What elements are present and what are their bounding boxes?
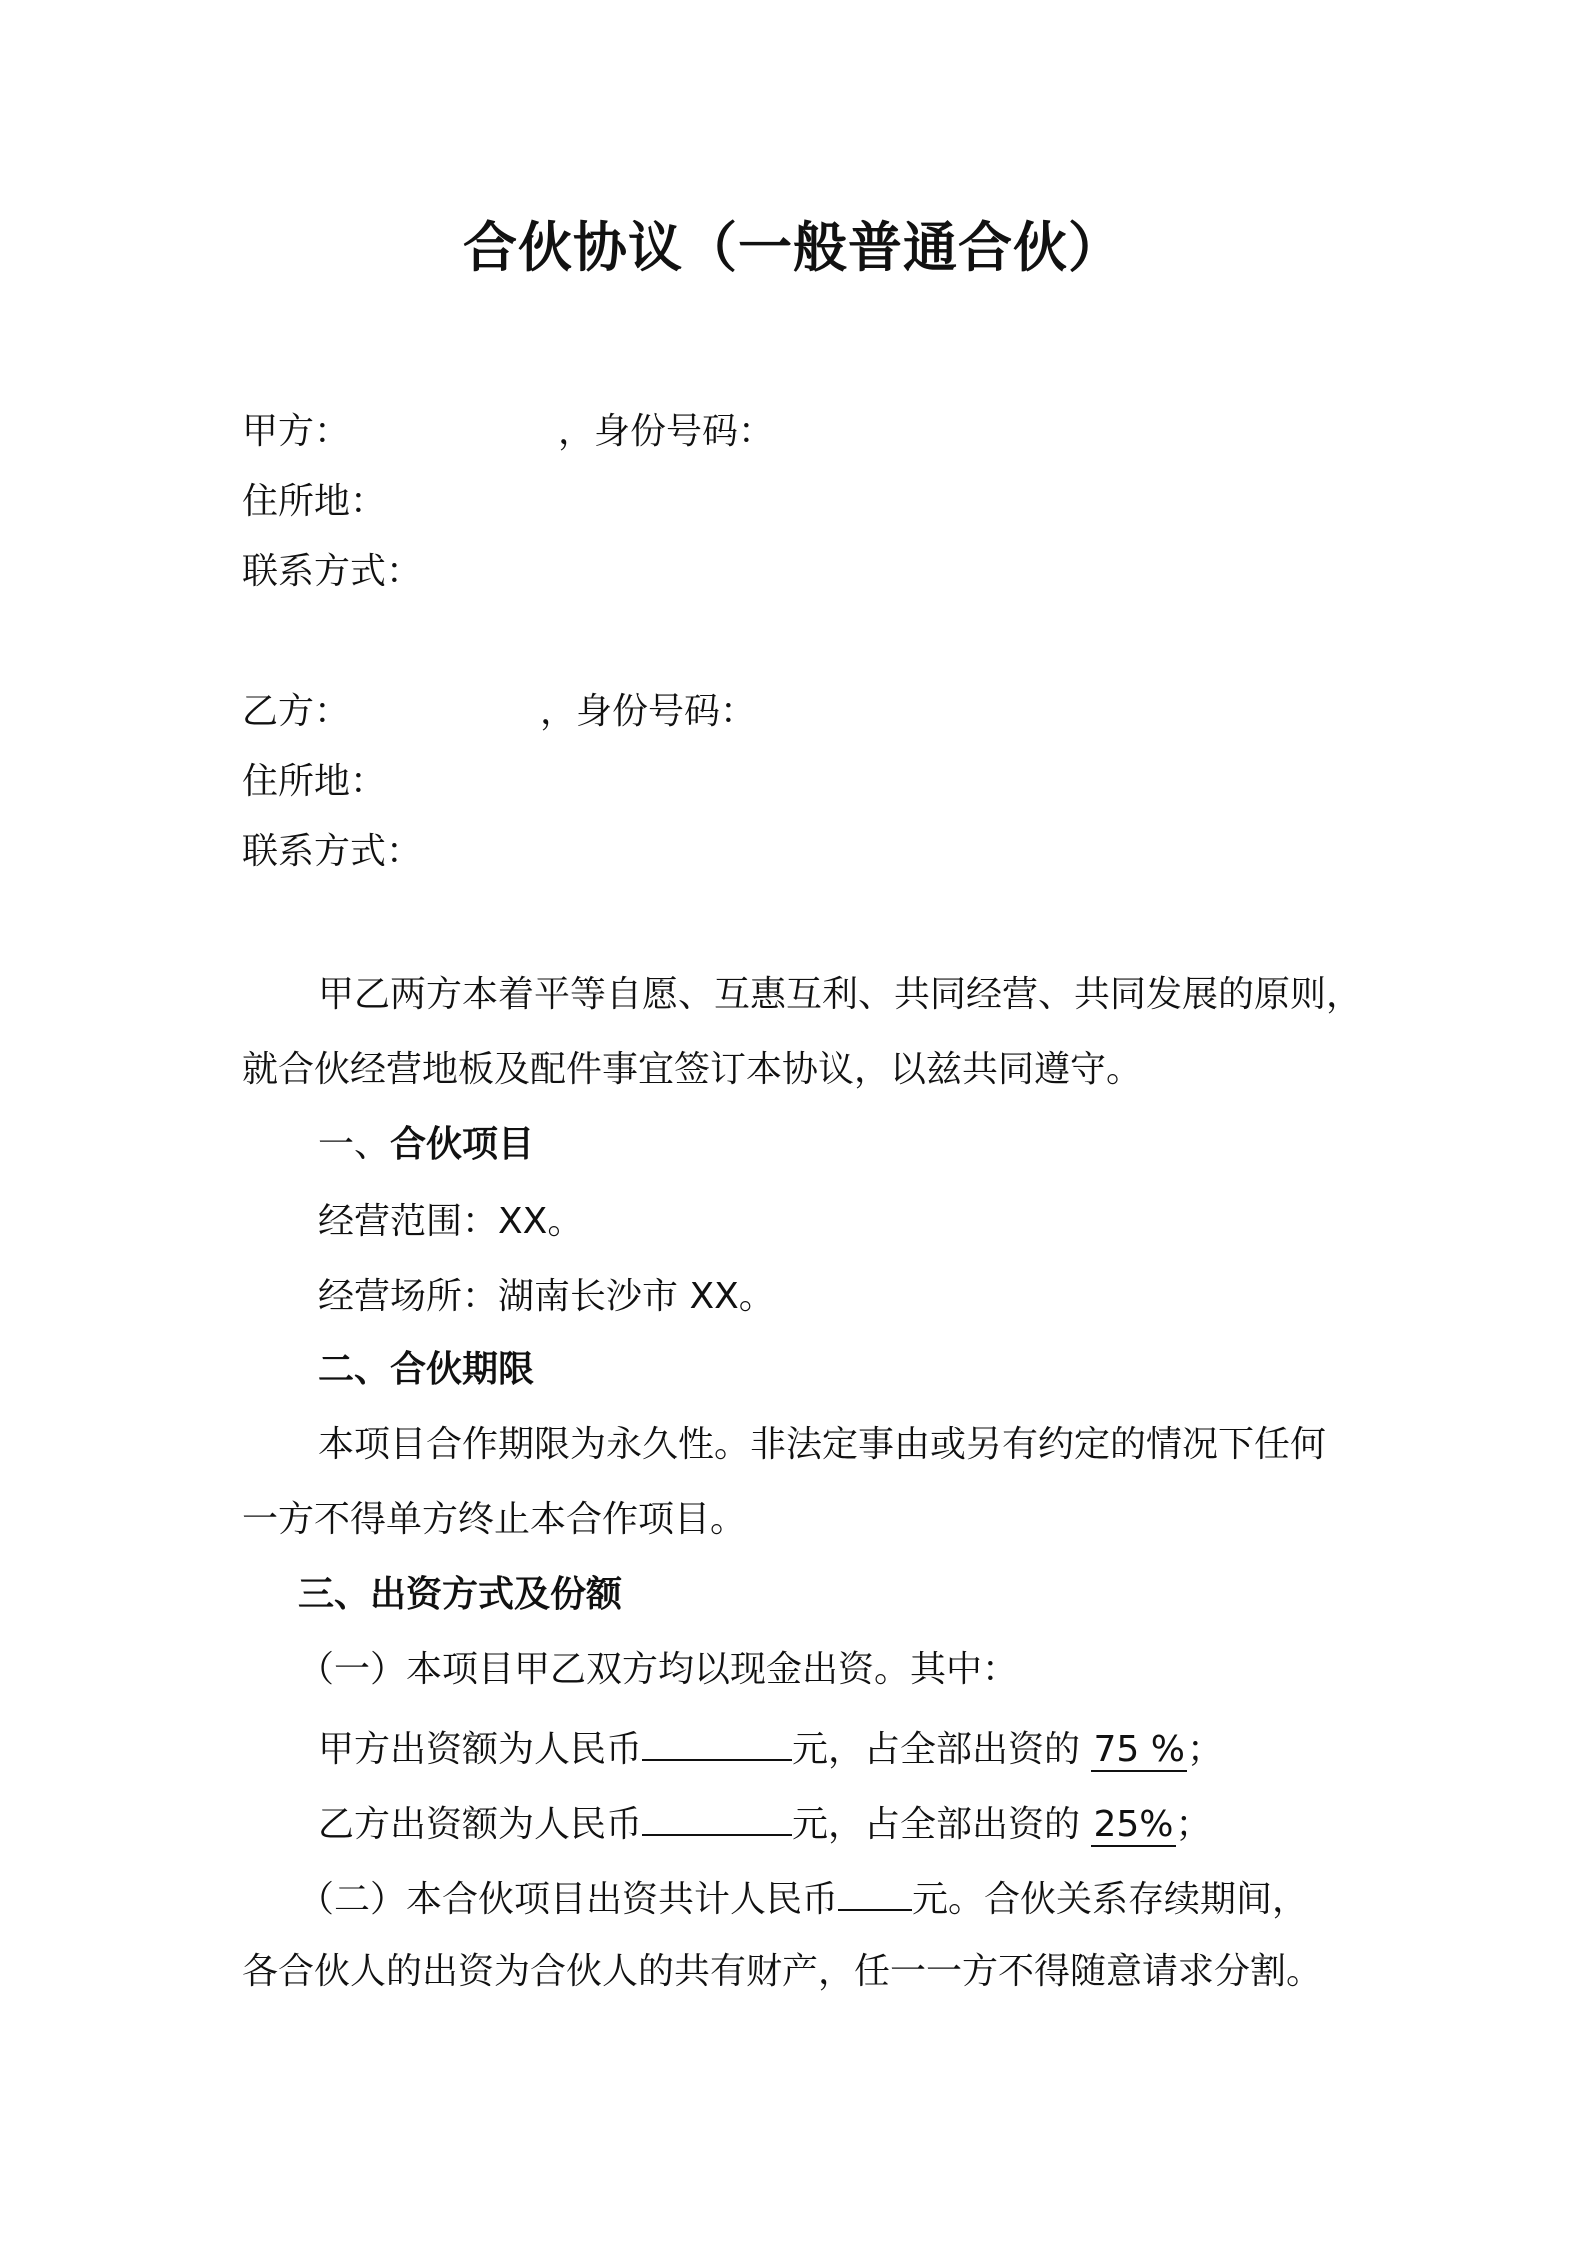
section-3-item-2-line-2: 各合伙人的出资为合伙人的共有财产，任一一方不得随意请求分割。: [242, 1951, 1323, 1992]
preamble-line-1: 甲乙两方本着平等自愿、互惠互利、共同经营、共同发展的原则，: [318, 974, 1363, 1015]
document-title: 合伙协议（一般普通合伙）: [463, 216, 1123, 279]
party-a-amount-blank: [642, 1725, 792, 1761]
party-a-contact-label: 联系方式：: [242, 551, 423, 592]
preamble-line-2: 就合伙经营地板及配件事宜签订本协议，以兹共同遵守。: [242, 1049, 1143, 1090]
party-b-contact-label: 联系方式：: [242, 831, 423, 872]
party-b-address-label: 住所地：: [242, 761, 387, 802]
party-a-address-label: 住所地：: [242, 481, 387, 522]
section-2-line-2: 一方不得单方终止本合作项目。: [242, 1499, 747, 1540]
party-a-contribution-mid: 元，占全部出资的: [792, 1729, 1081, 1770]
party-b-line: [242, 690, 756, 734]
total-contribution-prefix: （二）本合伙项目出资共计人民币: [298, 1879, 839, 1920]
party-b-contribution: [318, 1800, 1212, 1847]
section-1-heading: [318, 1123, 534, 1167]
party-b-contribution-end: ；: [1175, 1804, 1212, 1845]
party-b-contribution-mid: 元，占全部出资的: [792, 1804, 1081, 1845]
party-a-contribution-end: ；: [1186, 1729, 1223, 1770]
party-b-percentage: 25%: [1093, 1804, 1174, 1845]
section-3-item-1: （一）本项目甲乙双方均以现金出资。其中：: [298, 1649, 1019, 1690]
party-b-id-label: ，身份号码：: [540, 691, 757, 732]
party-b-contribution-prefix: 乙方出资额为人民币: [318, 1804, 643, 1845]
section-1-heading-text: 合伙项目: [390, 1124, 535, 1165]
section-1-heading-prefix: 一、: [318, 1124, 391, 1165]
business-scope: 经营范围：XX。: [318, 1201, 584, 1242]
party-a-percentage: 75 %: [1093, 1729, 1185, 1770]
party-b-name-label: 乙方：: [242, 691, 351, 732]
total-contribution-suffix: 元。合伙关系存续期间，: [912, 1879, 1309, 1920]
party-a-line: [242, 410, 774, 454]
party-a-contribution-prefix: 甲方出资额为人民币: [318, 1729, 643, 1770]
section-3-item-2: [298, 1875, 1308, 1922]
party-a-contribution: [318, 1725, 1223, 1772]
section-2-heading: 二、合伙期限: [318, 1349, 535, 1390]
party-a-name-label: 甲方：: [242, 411, 351, 452]
party-b-amount-blank: [642, 1800, 792, 1836]
total-amount-blank: [838, 1875, 912, 1911]
party-a-id-label: ，身份号码：: [558, 411, 775, 452]
section-3-heading: 三、出资方式及份额: [298, 1574, 623, 1615]
business-place: 经营场所：湖南长沙市 XX。: [318, 1276, 775, 1317]
section-2-line-1: 本项目合作期限为永久性。非法定事由或另有约定的情况下任何: [318, 1424, 1327, 1465]
